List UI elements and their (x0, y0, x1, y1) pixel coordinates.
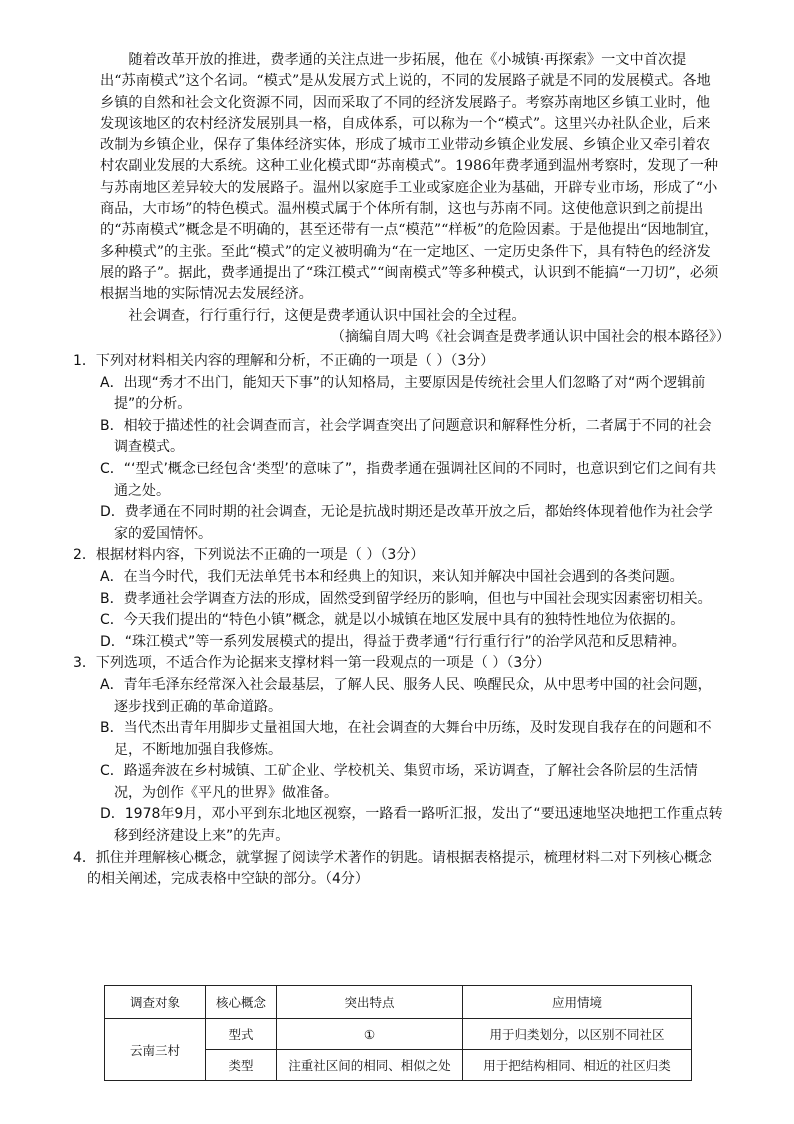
concept-cell: 类型 (206, 1050, 277, 1081)
option-a: A．出现“秀才不出门，能知天下事”的认知格局，主要原因是传统社会里人们忽略了对“两个逻辑前提”的分析。 (100, 374, 706, 413)
survey-object-cell: 云南三村 (105, 1019, 206, 1081)
question-list (73, 351, 723, 891)
question-stem: 2．根据材料内容，下列说法不正确的一项是（ ）（3分） (73, 547, 425, 564)
question-stem: 4．抓住并理解核心概念，就掌握了阅读学术著作的钥匙。请根据表格提示，梳理材料二对下列核心概念的相关阐述，完成表格中空缺的部分。（4分） (73, 849, 712, 888)
passage-paragraph-1: 随着改革开放的推进，费孝通的关注点进一步拓展，他在《小城镇·再探索》一文中首次提出“苏南模式”这个名词。“模式”是从发展方式上说的，不同的发展路子就是不同的发展模式。各地乡镇的自然和社会文化资源不同，因而采取了不同的经济发展路子。考察苏南地区乡镇工业时，他发现该地区的农村经济发展别具一格，自成体系，可以称为一个“模式”。这里兴办社队企业，后来改制为乡镇企业，保存了集体经济实体，形成了城市工业带动乡镇企业发展、乡镇企业又牵引着农村农副业发展的大系统。这种工业化模式即“苏南模式”。1986年费孝通到温州考察时，发现了一种与苏南地区差异较大的发展路子。温州以家庭手工业或家庭企业为基础，开辟专业市场，形成了“小商品，大市场”的特色模式。温州模式属于个体所有制，这也与苏南不同。这使他意识到之前提出的“苏南模式”概念是不明确的，甚至还带有一点“模范”“样板”的危险因素。于是他提出“因地制宜，多种模式”的主张。至此“模式”的定义被明确为“在一定地区、一定历史条件下，具有特色的经济发展的路子”。据此，费孝通提出了“珠江模式”“闽南模式”等多种模式，认识到不能搞“一刀切”，必须根据当地的实际情况去发展经济。 (100, 52, 719, 303)
header-cell: 突出特点 (277, 986, 463, 1019)
header-cell: 应用情境 (463, 986, 692, 1019)
question-4 (73, 848, 723, 891)
option-b: B．当代杰出青年用脚步丈量祖国大地，在社会调查的大舞台中历练，及时发现自我存在的问题和不足，不断地加强自我修炼。 (100, 720, 712, 758)
question-stem: 3．下列选项，不适合作为论据来支撑材料一第一段观点的一项是（ ）（3分） (73, 655, 551, 672)
feature-cell: 注重社区间的相同、相似之处 (277, 1050, 463, 1081)
table-row (105, 1019, 692, 1050)
option-d: D．费孝通在不同时期的社会调查，无论是抗战时期还是改革开放之后，都始终体现着他作为社会学家的爱国情怀。 (100, 504, 713, 542)
option-b: B．相较于描述性的社会调查而言，社会学调查突出了问题意识和解释性分析，二者属于不同的社会调查模式。 (100, 417, 712, 456)
usage-cell: 用于把结构相同、相近的社区归类 (463, 1050, 692, 1081)
passage-paragraph-2: 社会调查，行行重行行，这便是费孝通认识中国社会的全过程。 (128, 307, 526, 324)
option-c: C．今天我们提出的“特色小镇”概念，就是以小城镇在地区发展中具有的独特性地位为依据的。 (100, 612, 685, 629)
question-stem: 1．下列对材料相关内容的理解和分析，不正确的一项是（ ）（3分） (73, 353, 495, 369)
question-3 (73, 653, 723, 847)
option-d: D．“珠江模式”等一系列发展模式的提出，得益于费孝通“行行重行行”的治学风范和反思精神。 (100, 633, 686, 650)
option-c: C．路遥奔波在乡村城镇、工矿企业、学校机关、集贸市场，采访调查，了解社会各阶层的生活情况，为创作《平凡的世界》做准备。 (100, 763, 698, 801)
usage-cell: 用于归类划分，以区别不同社区 (463, 1019, 692, 1050)
concept-table (104, 985, 692, 1081)
option-a: A．青年毛泽东经常深入社会最基层，了解人民、服务人民、唤醒民众，从中思考中国的社会问题，逐步找到正确的革命道路。 (100, 676, 712, 715)
reading-passage (100, 50, 720, 327)
passage-source: （摘编自周大鸣《社会调查是费孝通认识中国社会的根本路径》） (331, 329, 730, 345)
concept-cell: 型式 (206, 1019, 277, 1050)
option-c: C．“‘型式’概念已经包含‘类型’的意味了”，指费孝通在强调社区间的不同时，也意识到它们之间有共通之处。 (100, 460, 717, 499)
feature-blank-cell[interactable]: ① (277, 1019, 463, 1050)
question-2 (73, 545, 723, 653)
option-b: B．费孝通社会学调查方法的形成，固然受到留学经历的影响，但也与中国社会现实因素密切相关。 (100, 590, 712, 607)
header-cell: 核心概念 (206, 986, 277, 1019)
option-a: A．在当今时代，我们无法单凭书本和经典上的知识，来认知并解决中国社会遇到的各类问题。 (100, 568, 684, 585)
table-header-row (105, 986, 692, 1019)
question-1 (73, 351, 723, 545)
option-d: D．1978年9月，邓小平到东北地区视察，一路看一路听汇报，发出了“要迅速地坚决地把工作重点转移到经济建设上来”的先声。 (100, 806, 723, 845)
header-cell: 调查对象 (105, 986, 206, 1019)
